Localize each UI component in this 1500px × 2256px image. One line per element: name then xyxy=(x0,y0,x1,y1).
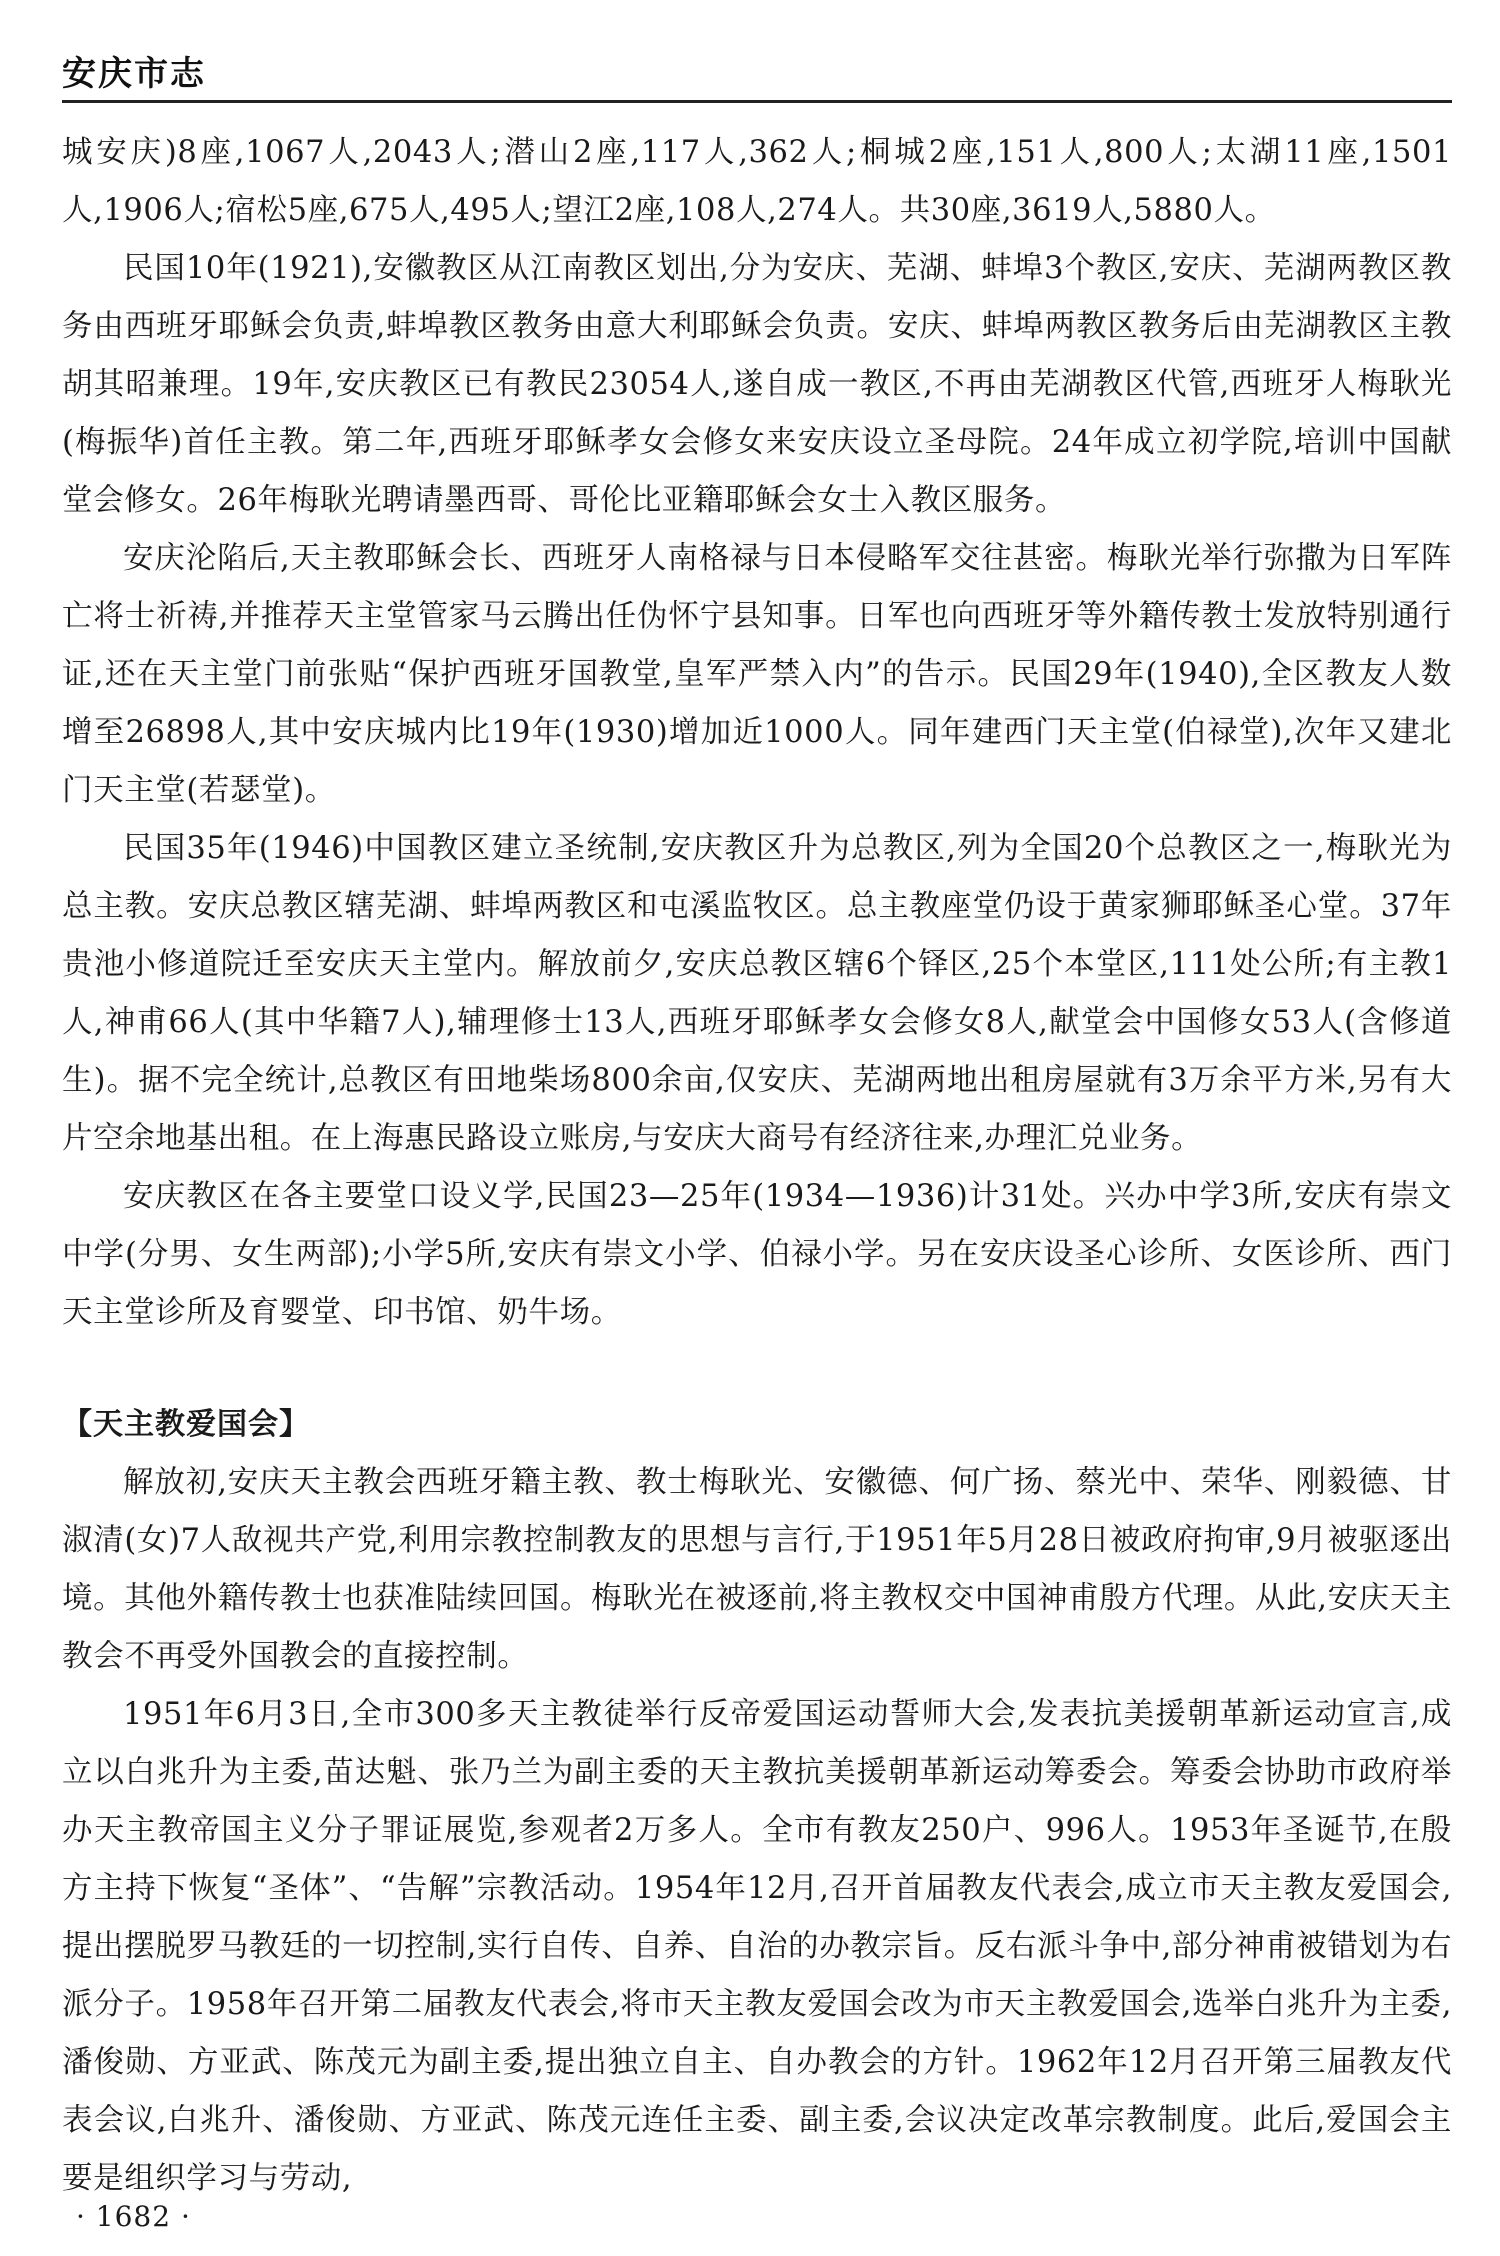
header-rule xyxy=(62,100,1452,103)
paragraph: 民国10年(1921),安徽教区从江南教区划出,分为安庆、芜湖、蚌埠3个教区,安庆、芜湖两教区教务由西班牙耶稣会负责,蚌埠教区教务由意大利耶稣会负责。安庆、蚌埠两教区教务后由芜湖教区主教胡其昭兼理。19年,安庆教区已有教民23054人,遂自成一教区,不再由芜湖教区代管,西班牙人梅耿光(梅振华)首任主教。第二年,西班牙耶稣孝女会修女来安庆设立圣母院。24年成立初学院,培训中国献堂会修女。26年梅耿光聘请墨西哥、哥伦比亚籍耶稣会女士入教区服务。 xyxy=(62,251,1452,518)
page-number: · 1682 · xyxy=(76,2200,191,2233)
document-page xyxy=(62,0,1452,2256)
section-heading: 【天主教爱国会】 xyxy=(62,1407,310,1442)
document-body xyxy=(62,124,1452,2208)
paragraph: 城安庆)8座,1067人,2043人;潜山2座,117人,362人;桐城2座,151人,800人;太湖11座,1501人,1906人;宿松5座,675人,495人;望江2座,108人,274人。共30座,3619人,5880人。 xyxy=(62,135,1452,228)
paragraph: 安庆教区在各主要堂口设义学,民国23—25年(1934—1936)计31处。兴办中学3所,安庆有崇文中学(分男、女生两部);小学5所,安庆有崇文小学、伯禄小学。另在安庆设圣心诊所、女医诊所、西门天主堂诊所及育婴堂、印书馆、奶牛场。 xyxy=(62,1179,1452,1330)
paragraph: 1951年6月3日,全市300多天主教徒举行反帝爱国运动誓师大会,发表抗美援朝革新运动宣言,成立以白兆升为主委,苗达魁、张乃兰为副主委的天主教抗美援朝革新运动筹委会。筹委会协助市政府举办天主教帝国主义分子罪证展览,参观者2万多人。全市有教友250户、996人。1953年圣诞节,在殷方主持下恢复“圣体”、“告解”宗教活动。1954年12月,召开首届教友代表会,成立市天主教友爱国会,提出摆脱罗马教廷的一切控制,实行自传、自养、自治的办教宗旨。反右派斗争中,部分神甫被错划为右派分子。1958年召开第二届教友代表会,将市天主教友爱国会改为市天主教爱国会,选举白兆升为主委,潘俊勋、方亚武、陈茂元为副主委,提出独立自主、自办教会的方针。1962年12月召开第三届教友代表会议,白兆升、潘俊勋、方亚武、陈茂元连任主委、副主委,会议决定改革宗教制度。此后,爱国会主要是组织学习与劳动, xyxy=(62,1697,1452,2196)
paragraph: 安庆沦陷后,天主教耶稣会长、西班牙人南格禄与日本侵略军交往甚密。梅耿光举行弥撒为日军阵亡将士祈祷,并推荐天主堂管家马云腾出任伪怀宁县知事。日军也向西班牙等外籍传教士发放特别通行证,还在天主堂门前张贴“保护西班牙国教堂,皇军严禁入内”的告示。民国29年(1940),全区教友人数增至26898人,其中安庆城内比19年(1930)增加近1000人。同年建西门天主堂(伯禄堂),次年又建北门天主堂(若瑟堂)。 xyxy=(62,541,1452,808)
paragraph: 民国35年(1946)中国教区建立圣统制,安庆教区升为总教区,列为全国20个总教区之一,梅耿光为总主教。安庆总教区辖芜湖、蚌埠两教区和屯溪监牧区。总主教座堂仍设于黄家狮耶稣圣心堂。37年贵池小修道院迁至安庆天主堂内。解放前夕,安庆总教区辖6个铎区,25个本堂区,111处公所;有主教1人,神甫66人(其中华籍7人),辅理修士13人,西班牙耶稣孝女会修女8人,献堂会中国修女53人(含修道生)。据不完全统计,总教区有田地柴场800余亩,仅安庆、芜湖两地出租房屋就有3万余平方米,另有大片空余地基出租。在上海惠民路设立账房,与安庆大商号有经济往来,办理汇兑业务。 xyxy=(62,831,1452,1156)
running-header: 安庆市志 xyxy=(62,54,206,94)
paragraph: 解放初,安庆天主教会西班牙籍主教、教士梅耿光、安徽德、何广扬、蔡光中、荣华、刚毅德、甘淑清(女)7人敌视共产党,利用宗教控制教友的思想与言行,于1951年5月28日被政府拘审,9月被驱逐出境。其他外籍传教士也获准陆续回国。梅耿光在被逐前,将主教权交中国神甫殷方代理。从此,安庆天主教会不再受外国教会的直接控制。 xyxy=(62,1465,1452,1674)
